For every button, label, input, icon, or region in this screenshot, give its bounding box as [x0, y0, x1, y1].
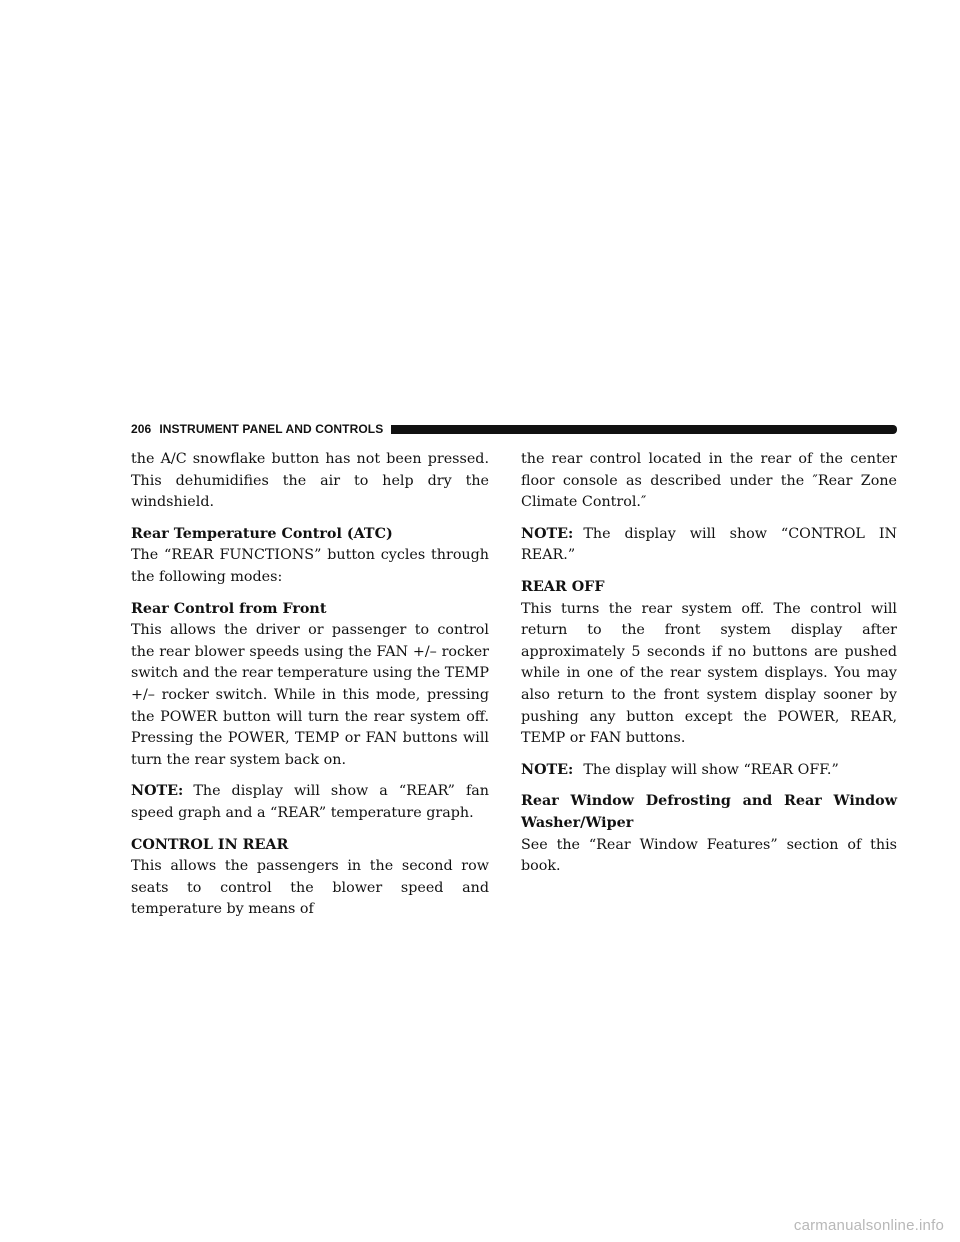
- section-title: INSTRUMENT PANEL AND CONTROLS: [159, 422, 384, 436]
- rear-front-section: [131, 599, 489, 772]
- note-1-label: NOTE:: [131, 783, 184, 800]
- watermark: carmanualsonline.info: [793, 1217, 944, 1234]
- rear-temp-heading: Rear Temperature Control (ATC): [131, 525, 393, 542]
- rear-temp-text: The “REAR FUNCTIONS” button cycles through the following modes:: [131, 547, 489, 585]
- defrost-heading: Rear Window Defrosting and Rear Window Washer/Wiper: [521, 793, 897, 831]
- control-rear-text: This allows the passengers in the second row seats to control the blower speed and temperature by means of: [131, 858, 489, 918]
- note-2: [521, 524, 897, 567]
- note-1-text: The display will show a “REAR” fan speed graph and a “REAR” temperature graph.: [131, 783, 489, 821]
- note-3-label: NOTE:: [521, 761, 574, 778]
- rear-front-text: This allows the driver or passenger to control the rear blower speeds using the FAN +/– rocker switch and the rear temperature using the TEMP +/– rocker switch. While in this mode, pressing the POWER button will turn the rear system off. Pressing the POWER, TEMP or FAN buttons will turn the rear system back on.: [131, 622, 489, 768]
- header-rule: [391, 425, 897, 434]
- rear-temp-section: [131, 524, 489, 589]
- note-1: [131, 781, 489, 824]
- rear-off-text: This turns the rear system off. The control will return to the front system display after approximately 5 seconds if no buttons are pushed while in one of the rear system displays. You may also return to the front system display sooner by pushing any button except the POWER, REAR, TEMP or FAN buttons.: [521, 600, 897, 747]
- note-2-label: NOTE:: [521, 525, 574, 542]
- note-3-text: The display will show “REAR OFF.”: [583, 761, 839, 778]
- rear-front-heading: Rear Control from Front: [131, 600, 327, 617]
- control-rear-section: [131, 835, 489, 921]
- right-column: [521, 449, 897, 888]
- rear-off-section: [521, 577, 897, 750]
- note-2-text: The display will show “CONTROL IN REAR.”: [521, 525, 897, 564]
- continued-paragraph: the rear control located in the rear of the center floor console as described under the ″Rear Zone Climate Control.″: [521, 451, 897, 511]
- page-number: 206: [131, 422, 152, 436]
- note-3: [521, 760, 897, 782]
- control-rear-heading: CONTROL IN REAR: [131, 836, 289, 853]
- defrost-section: [521, 791, 897, 877]
- defrost-text: See the “Rear Window Features” section of this book.: [521, 836, 897, 875]
- rear-off-heading: REAR OFF: [521, 578, 605, 595]
- intro-paragraph: the A/C snowflake button has not been pressed. This dehumidifies the air to help dry the windshield.: [131, 451, 489, 511]
- left-column: [131, 449, 489, 931]
- page-header: [131, 421, 897, 437]
